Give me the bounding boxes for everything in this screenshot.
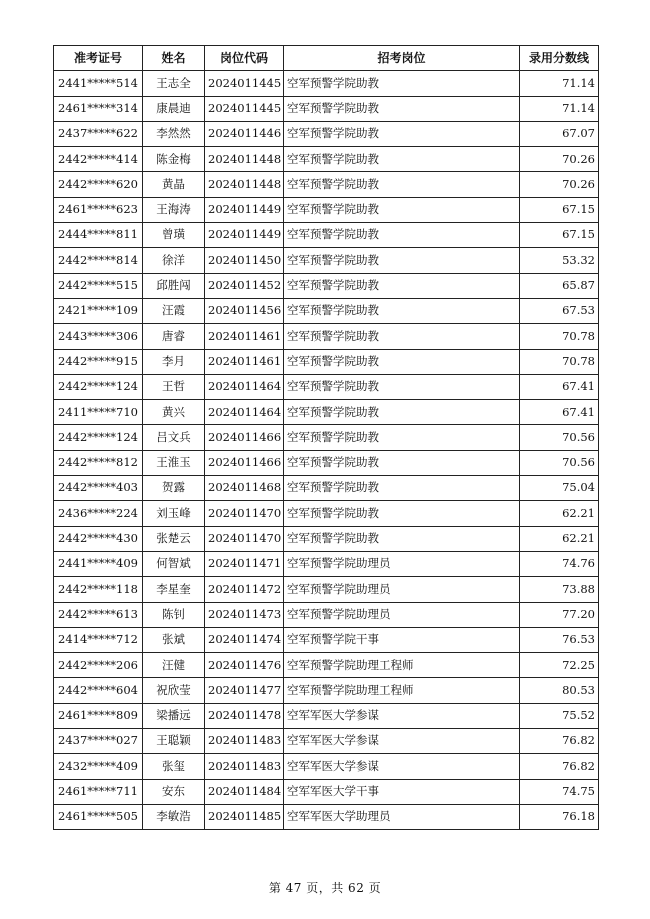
name-cell: 祝欣莹 — [143, 678, 205, 703]
name-cell: 徐洋 — [143, 248, 205, 273]
table-row — [54, 71, 599, 96]
exam-id-cell: 2442*****430 — [54, 526, 143, 551]
position-cell: 空军军医大学助理员 — [284, 804, 520, 829]
exam-id-cell: 2461*****809 — [54, 703, 143, 728]
name-cell: 李然然 — [143, 121, 205, 146]
table-row — [54, 450, 599, 475]
score-cell: 70.56 — [520, 425, 599, 450]
exam-id-cell: 2442*****515 — [54, 273, 143, 298]
score-cell: 62.21 — [520, 526, 599, 551]
score-cell: 74.76 — [520, 551, 599, 576]
header-row — [54, 46, 599, 71]
score-cell: 67.07 — [520, 121, 599, 146]
score-cell: 70.56 — [520, 450, 599, 475]
exam-id-cell: 2432*****409 — [54, 754, 143, 779]
position-code-cell: 2024011471 — [205, 551, 284, 576]
score-cell: 70.26 — [520, 172, 599, 197]
score-cell: 71.14 — [520, 96, 599, 121]
name-cell: 康晨迪 — [143, 96, 205, 121]
table-row — [54, 172, 599, 197]
exam-id-cell: 2411*****710 — [54, 400, 143, 425]
score-cell: 71.14 — [520, 71, 599, 96]
position-code-cell: 2024011483 — [205, 754, 284, 779]
position-cell: 空军预警学院助教 — [284, 400, 520, 425]
score-cell: 75.04 — [520, 476, 599, 501]
table-row — [54, 197, 599, 222]
position-code-cell: 2024011461 — [205, 349, 284, 374]
table-row — [54, 324, 599, 349]
position-code-cell: 2024011448 — [205, 172, 284, 197]
exam-id-cell: 2441*****514 — [54, 71, 143, 96]
position-cell: 空军军医大学干事 — [284, 779, 520, 804]
name-cell: 汪健 — [143, 653, 205, 678]
position-code-cell: 2024011484 — [205, 779, 284, 804]
position-cell: 空军预警学院助教 — [284, 223, 520, 248]
score-cell: 72.25 — [520, 653, 599, 678]
position-code-cell: 2024011476 — [205, 653, 284, 678]
exam-id-cell: 2442*****814 — [54, 248, 143, 273]
table-row — [54, 374, 599, 399]
page-footer: 第 47 页，共 62 页 — [268, 881, 382, 895]
position-cell: 空军预警学院助教 — [284, 324, 520, 349]
exam-id-cell: 2437*****027 — [54, 729, 143, 754]
score-cell: 67.15 — [520, 197, 599, 222]
score-cell: 67.41 — [520, 374, 599, 399]
table-row — [54, 551, 599, 576]
table-row — [54, 729, 599, 754]
position-cell: 空军预警学院助教 — [284, 96, 520, 121]
table-row — [54, 703, 599, 728]
exam-id-cell: 2442*****613 — [54, 602, 143, 627]
name-cell: 曾璜 — [143, 223, 205, 248]
position-cell: 空军军医大学参谋 — [284, 754, 520, 779]
position-code-cell: 2024011466 — [205, 425, 284, 450]
score-cell: 73.88 — [520, 577, 599, 602]
name-cell: 汪霞 — [143, 298, 205, 323]
name-cell: 吕文兵 — [143, 425, 205, 450]
position-cell: 空军预警学院助理工程师 — [284, 678, 520, 703]
table-row — [54, 400, 599, 425]
exam-id-cell: 2461*****505 — [54, 804, 143, 829]
score-cell: 76.82 — [520, 754, 599, 779]
position-cell: 空军预警学院助教 — [284, 526, 520, 551]
position-cell: 空军预警学院干事 — [284, 627, 520, 652]
position-cell: 空军预警学院助教 — [284, 450, 520, 475]
position-cell: 空军预警学院助教 — [284, 71, 520, 96]
position-code-cell: 2024011464 — [205, 374, 284, 399]
exam-id-cell: 2442*****124 — [54, 374, 143, 399]
score-cell: 53.32 — [520, 248, 599, 273]
table-row — [54, 526, 599, 551]
score-cell: 62.21 — [520, 501, 599, 526]
position-cell: 空军预警学院助教 — [284, 197, 520, 222]
score-cell: 70.78 — [520, 324, 599, 349]
position-cell: 空军预警学院助教 — [284, 349, 520, 374]
position-code-cell: 2024011466 — [205, 450, 284, 475]
score-cell: 76.82 — [520, 729, 599, 754]
table-row — [54, 147, 599, 172]
header-score-line: 录用分数线 — [520, 46, 599, 71]
exam-id-cell: 2442*****414 — [54, 147, 143, 172]
exam-id-cell: 2442*****118 — [54, 577, 143, 602]
table-row — [54, 273, 599, 298]
score-cell: 67.53 — [520, 298, 599, 323]
position-code-cell: 2024011474 — [205, 627, 284, 652]
position-code-cell: 2024011452 — [205, 273, 284, 298]
position-cell: 空军预警学院助理员 — [284, 602, 520, 627]
position-code-cell: 2024011464 — [205, 400, 284, 425]
exam-id-cell: 2442*****812 — [54, 450, 143, 475]
table-row — [54, 425, 599, 450]
score-cell: 77.20 — [520, 602, 599, 627]
name-cell: 王哲 — [143, 374, 205, 399]
score-cell: 80.53 — [520, 678, 599, 703]
table-row — [54, 627, 599, 652]
table-row — [54, 96, 599, 121]
exam-id-cell: 2414*****712 — [54, 627, 143, 652]
position-code-cell: 2024011485 — [205, 804, 284, 829]
position-cell: 空军军医大学参谋 — [284, 729, 520, 754]
table-header — [54, 46, 599, 71]
table-row — [54, 248, 599, 273]
name-cell: 邱胜闯 — [143, 273, 205, 298]
exam-id-cell: 2442*****604 — [54, 678, 143, 703]
name-cell: 陈金梅 — [143, 147, 205, 172]
score-cell: 76.18 — [520, 804, 599, 829]
position-cell: 空军预警学院助教 — [284, 172, 520, 197]
position-cell: 空军预警学院助理员 — [284, 551, 520, 576]
table-row — [54, 298, 599, 323]
position-code-cell: 2024011445 — [205, 96, 284, 121]
position-cell: 空军预警学院助教 — [284, 147, 520, 172]
header-name: 姓名 — [143, 46, 205, 71]
position-code-cell: 2024011448 — [205, 147, 284, 172]
table-body — [54, 71, 599, 830]
position-cell: 空军预警学院助教 — [284, 476, 520, 501]
name-cell: 王聪颖 — [143, 729, 205, 754]
table-row — [54, 602, 599, 627]
position-cell: 空军预警学院助教 — [284, 248, 520, 273]
score-cell: 70.26 — [520, 147, 599, 172]
name-cell: 刘玉峰 — [143, 501, 205, 526]
position-code-cell: 2024011468 — [205, 476, 284, 501]
header-position: 招考岗位 — [284, 46, 520, 71]
name-cell: 梁播远 — [143, 703, 205, 728]
header-exam-id: 准考证号 — [54, 46, 143, 71]
position-cell: 空军预警学院助教 — [284, 425, 520, 450]
name-cell: 李月 — [143, 349, 205, 374]
name-cell: 王淮玉 — [143, 450, 205, 475]
position-code-cell: 2024011449 — [205, 223, 284, 248]
name-cell: 安东 — [143, 779, 205, 804]
position-code-cell: 2024011473 — [205, 602, 284, 627]
exam-id-cell: 2461*****314 — [54, 96, 143, 121]
name-cell: 张楚云 — [143, 526, 205, 551]
position-code-cell: 2024011477 — [205, 678, 284, 703]
score-cell: 75.52 — [520, 703, 599, 728]
position-code-cell: 2024011456 — [205, 298, 284, 323]
position-cell: 空军预警学院助教 — [284, 273, 520, 298]
position-cell: 空军预警学院助教 — [284, 121, 520, 146]
table-row — [54, 501, 599, 526]
table-row — [54, 121, 599, 146]
exam-id-cell: 2443*****306 — [54, 324, 143, 349]
name-cell: 何智斌 — [143, 551, 205, 576]
admission-score-table — [53, 45, 599, 830]
position-code-cell: 2024011449 — [205, 197, 284, 222]
table-row — [54, 349, 599, 374]
exam-id-cell: 2442*****915 — [54, 349, 143, 374]
position-cell: 空军预警学院助教 — [284, 501, 520, 526]
position-code-cell: 2024011470 — [205, 526, 284, 551]
exam-id-cell: 2442*****124 — [54, 425, 143, 450]
position-cell: 空军预警学院助教 — [284, 374, 520, 399]
exam-id-cell: 2442*****403 — [54, 476, 143, 501]
name-cell: 陈钊 — [143, 602, 205, 627]
position-cell: 空军预警学院助理员 — [284, 577, 520, 602]
name-cell: 黄兴 — [143, 400, 205, 425]
table-row — [54, 223, 599, 248]
exam-id-cell: 2444*****811 — [54, 223, 143, 248]
exam-id-cell: 2461*****711 — [54, 779, 143, 804]
position-cell: 空军预警学院助理工程师 — [284, 653, 520, 678]
position-code-cell: 2024011478 — [205, 703, 284, 728]
position-code-cell: 2024011483 — [205, 729, 284, 754]
name-cell: 王海涛 — [143, 197, 205, 222]
exam-id-cell: 2421*****109 — [54, 298, 143, 323]
table-row — [54, 779, 599, 804]
position-cell: 空军预警学院助教 — [284, 298, 520, 323]
exam-id-cell: 2442*****206 — [54, 653, 143, 678]
table-row — [54, 653, 599, 678]
name-cell: 张玺 — [143, 754, 205, 779]
table-row — [54, 678, 599, 703]
position-code-cell: 2024011446 — [205, 121, 284, 146]
position-code-cell: 2024011461 — [205, 324, 284, 349]
name-cell: 张斌 — [143, 627, 205, 652]
position-code-cell: 2024011472 — [205, 577, 284, 602]
name-cell: 贺露 — [143, 476, 205, 501]
name-cell: 李星奎 — [143, 577, 205, 602]
exam-id-cell: 2442*****620 — [54, 172, 143, 197]
exam-id-cell: 2437*****622 — [54, 121, 143, 146]
score-cell: 76.53 — [520, 627, 599, 652]
score-cell: 65.87 — [520, 273, 599, 298]
name-cell: 黄晶 — [143, 172, 205, 197]
name-cell: 李敏浩 — [143, 804, 205, 829]
position-code-cell: 2024011470 — [205, 501, 284, 526]
score-cell: 70.78 — [520, 349, 599, 374]
score-cell: 67.41 — [520, 400, 599, 425]
exam-id-cell: 2441*****409 — [54, 551, 143, 576]
name-cell: 王志全 — [143, 71, 205, 96]
table-row — [54, 476, 599, 501]
header-position-code: 岗位代码 — [205, 46, 284, 71]
exam-id-cell: 2436*****224 — [54, 501, 143, 526]
name-cell: 唐睿 — [143, 324, 205, 349]
table-row — [54, 577, 599, 602]
table-row — [54, 754, 599, 779]
table-row — [54, 804, 599, 829]
exam-id-cell: 2461*****623 — [54, 197, 143, 222]
score-cell: 74.75 — [520, 779, 599, 804]
position-code-cell: 2024011445 — [205, 71, 284, 96]
score-cell: 67.15 — [520, 223, 599, 248]
position-code-cell: 2024011450 — [205, 248, 284, 273]
position-cell: 空军军医大学参谋 — [284, 703, 520, 728]
